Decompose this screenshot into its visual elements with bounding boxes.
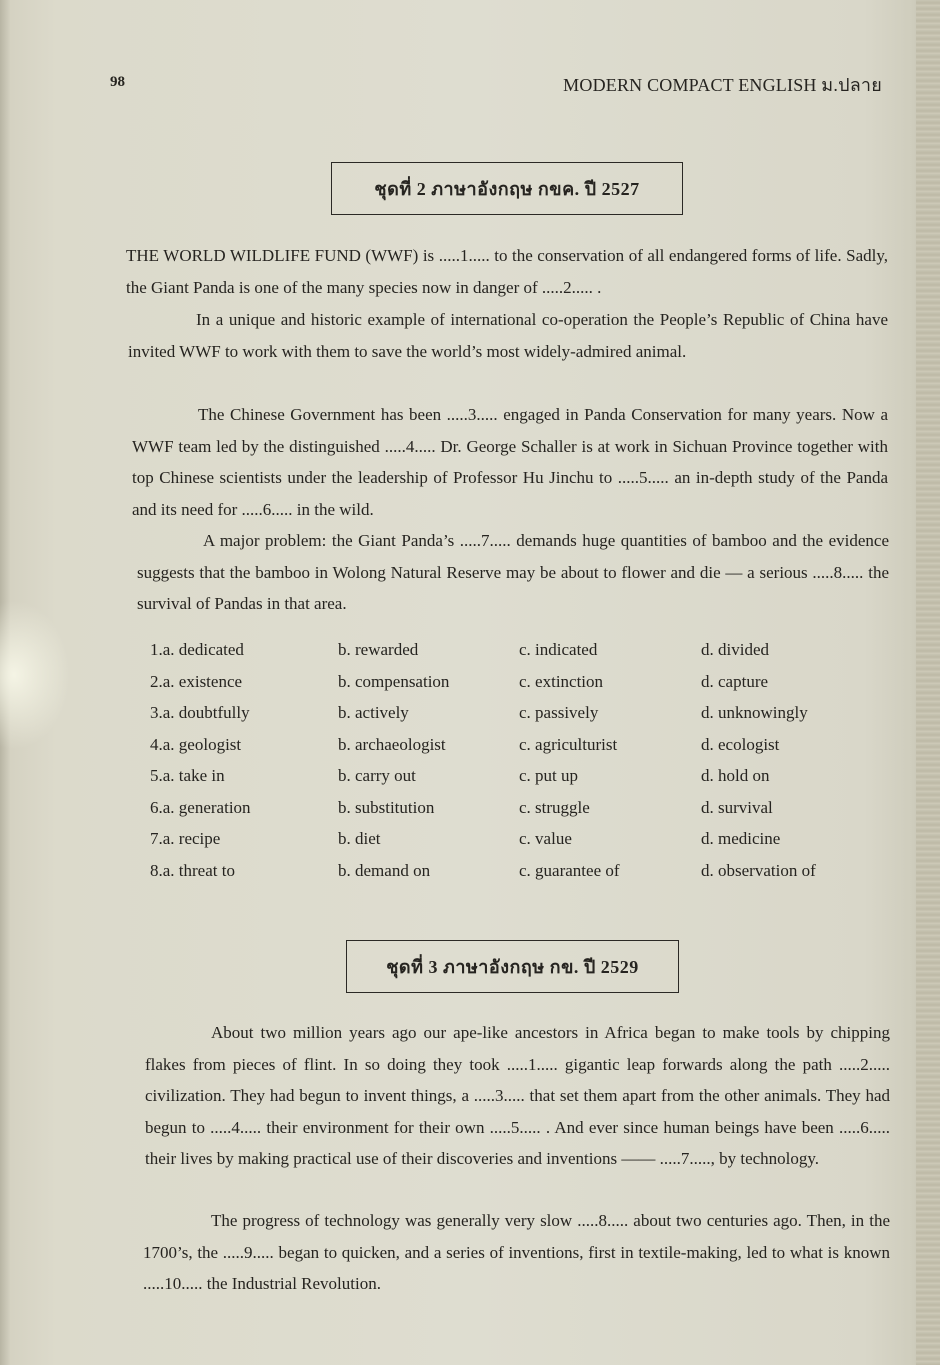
choice-2c: c. extinction xyxy=(519,671,604,691)
choice-3a: 3.a. doubtfully xyxy=(150,703,250,722)
choice-row-6 xyxy=(150,798,870,830)
page-header xyxy=(110,70,882,96)
choice-6b: b. substitution xyxy=(338,797,435,817)
choice-4a: 4.a. geologist xyxy=(150,734,242,754)
choice-6c: c. struggle xyxy=(519,797,590,817)
choice-5a: 5.a. take in xyxy=(150,766,225,785)
choice-3c: c. passively xyxy=(519,703,599,722)
answer-choices xyxy=(150,640,870,892)
choice-row-3 xyxy=(150,703,870,735)
choice-2a: 2.a. existence xyxy=(150,671,243,691)
choice-8d: d. observation of xyxy=(701,860,816,880)
light-glare xyxy=(0,600,70,750)
choice-7b: b. diet xyxy=(338,829,381,848)
section-title-box-2 xyxy=(346,940,679,993)
choice-row-2 xyxy=(150,672,870,704)
page-edge-right xyxy=(916,0,940,1365)
choice-4c: c. agriculturist xyxy=(519,734,618,754)
choice-5d: d. hold on xyxy=(701,766,770,785)
choice-8a: 8.a. threat to xyxy=(150,860,235,880)
passage-2-paragraph-1: About two million years ago our ape-like ancestors in Africa began to make tools by chipping flakes from pieces of flint. In so doing they took .....1..... gigantic leap forwards along the path .....2..... civilization. They had begun to invent things, a .....3..... that set them apart from the other animals. They had begun to .....4..... their environment for their own .....5..... . And ever since human beings have been .....6..... their lives by making practical use of their discoveries and inventions —— .....7....., by technology. xyxy=(145,1023,890,1168)
choice-3d: d. unknowingly xyxy=(701,703,808,722)
choice-row-8 xyxy=(150,861,870,893)
choice-4b: b. archaeologist xyxy=(338,734,446,754)
choice-8c: c. guarantee of xyxy=(519,860,620,880)
choice-1c: c. indicated xyxy=(519,640,598,659)
choice-2d: d. capture xyxy=(701,671,769,691)
choice-row-7 xyxy=(150,829,870,861)
choice-row-5 xyxy=(150,766,870,798)
choice-5c: c. put up xyxy=(519,766,579,785)
passage-1-paragraph-2: In a unique and historic example of international co-operation the People’s Republic of China have invited WWF to work with them to save the world’s most widely-admired animal. xyxy=(128,310,888,361)
choice-8b: b. demand on xyxy=(338,860,431,880)
choice-5b: b. carry out xyxy=(338,766,416,785)
choice-2b: b. compensation xyxy=(338,671,450,691)
section-title-box-1 xyxy=(331,162,683,215)
choice-1d: d. divided xyxy=(701,640,769,659)
page-number: 98 xyxy=(110,74,125,90)
passage-1-paragraph-4: A major problem: the Giant Panda’s .....7..... demands huge quantities of bamboo and the evidence suggests that the bamboo in Wolong Natural Reserve may be about to flower and die — a serious .....8..... the survival of Pandas in that area. xyxy=(137,531,889,613)
choice-row-1 xyxy=(150,640,870,672)
choice-7a: 7.a. recipe xyxy=(150,829,221,848)
passage-2-paragraph-2: The progress of technology was generally very slow .....8..... about two centuries ago. Then, in the 1700’s, the .....9..... began to quicken, and a series of inventions, first in textile-making, led to what is known .....10..... the Industrial Revolution. xyxy=(143,1211,890,1293)
choice-1b: b. rewarded xyxy=(338,640,419,659)
choice-7c: c. value xyxy=(519,829,572,848)
choice-4d: d. ecologist xyxy=(701,734,780,754)
passage-1-paragraph-1: THE WORLD WILDLIFE FUND (WWF) is .....1..... to the conservation of all endangered forms of life. Sadly, the Giant Panda is one of the many species now in danger of .....2..... . xyxy=(126,246,888,297)
choice-7d: d. medicine xyxy=(701,829,781,848)
book-title: MODERN COMPACT ENGLISH ม.ปลาย xyxy=(563,75,882,95)
choice-6d: d. survival xyxy=(701,797,773,817)
choice-1a: 1.a. dedicated xyxy=(150,640,244,659)
passage-1-paragraph-3: The Chinese Government has been .....3..... engaged in Panda Conservation for many years. Now a WWF team led by the distinguished .....4..... Dr. George Schaller is at work in Sichuan Province together with top Chinese scientists under the leadership of Professor Hu Jinchu to .....5..... an in-depth study of the Panda and its need for .....6..... in the wild. xyxy=(132,405,888,519)
choice-row-4 xyxy=(150,735,870,767)
section-title-1: ชุดที่ 2 ภาษาอังกฤษ กขค. ปี 2527 xyxy=(374,179,640,199)
choice-6a: 6.a. generation xyxy=(150,797,251,817)
choice-3b: b. actively xyxy=(338,703,409,722)
section-title-2: ชุดที่ 3 ภาษาอังกฤษ กข. ปี 2529 xyxy=(386,957,639,977)
